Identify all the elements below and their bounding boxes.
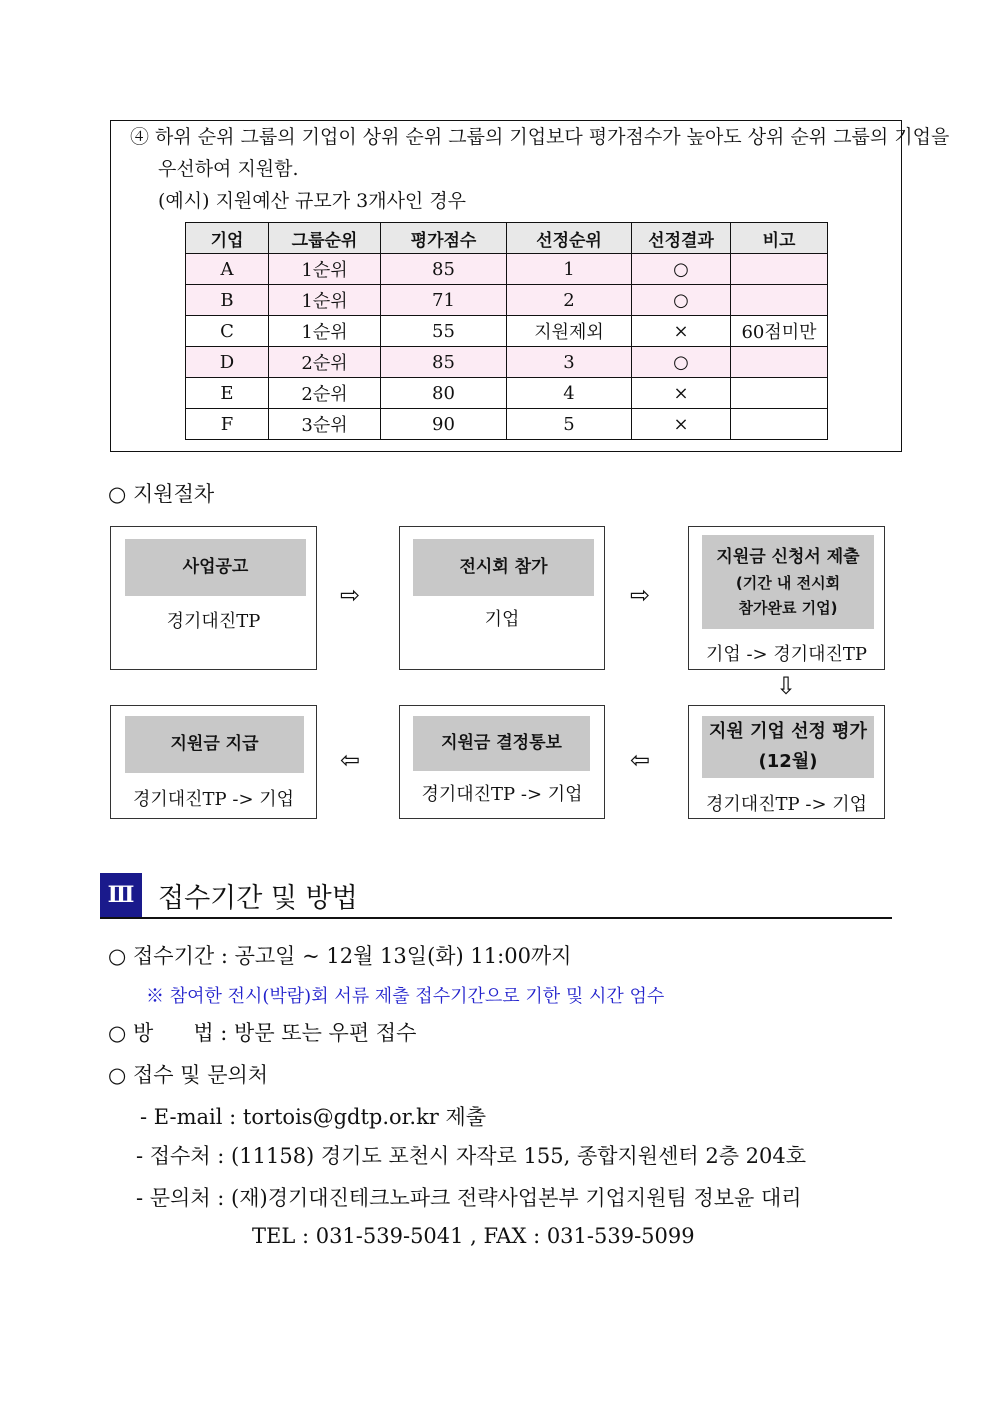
- table-header-row: [186, 223, 828, 254]
- flow-step-title: 지원금 신청서 제출 (기간 내 전시회 참가완료 기업): [702, 535, 874, 629]
- table-cell: [731, 378, 828, 409]
- table-cell: ×: [632, 378, 731, 409]
- email-line: - E-mail : tortois@gdtp.or.kr 제출: [140, 1105, 487, 1129]
- flow-step-title: 전시회 참가: [413, 539, 594, 596]
- section-title: 접수기간 및 방법: [158, 883, 358, 914]
- arrow-left-icon: ⇦: [340, 746, 361, 774]
- table-cell: 60점미만: [731, 316, 828, 347]
- table-header: 그룹순위: [269, 223, 381, 254]
- table-cell: ×: [632, 409, 731, 440]
- section-number: Ⅲ: [100, 873, 142, 917]
- table-cell: ×: [632, 316, 731, 347]
- table-header: 평가점수: [381, 223, 507, 254]
- table-cell: 71: [381, 285, 507, 316]
- flow-step-title: 지원금 지급: [125, 716, 304, 773]
- flow-step-1: [110, 526, 317, 670]
- method-line: ○ 방 법 : 방문 또는 우편 접수: [108, 1021, 417, 1045]
- table-cell: ○: [632, 347, 731, 378]
- rule4-line1: ④ 하위 순위 그룹의 기업이 상위 순위 그룹의 기업보다 평가점수가 높아도 상위 순위 그룹의 기업을: [130, 126, 950, 148]
- table-cell: [731, 285, 828, 316]
- table-cell: 2: [507, 285, 632, 316]
- procedure-heading: ○ 지원절차: [108, 482, 215, 506]
- table-cell: 55: [381, 316, 507, 347]
- table-cell: 1: [507, 254, 632, 285]
- flow-step-3: [688, 526, 885, 670]
- section-divider: [100, 917, 892, 919]
- flow-step-title: 지원금 결정통보: [413, 716, 590, 771]
- rule4-line2: 우선하여 지원함.: [158, 158, 299, 180]
- table-cell: 1순위: [269, 316, 381, 347]
- table-cell: 90: [381, 409, 507, 440]
- arrow-right-icon: ⇨: [630, 581, 651, 609]
- period-note: ※ 참여한 전시(박람)회 서류 제출 접수기간으로 기한 및 시간 엄수: [146, 986, 665, 1007]
- table-cell: 2순위: [269, 347, 381, 378]
- flow-step-sub: 경기대진TP -> 기업: [705, 794, 868, 815]
- table-cell: [731, 254, 828, 285]
- table-cell: 지원제외: [507, 316, 632, 347]
- table-cell: 3: [507, 347, 632, 378]
- table-cell: ○: [632, 254, 731, 285]
- table-header: 선정결과: [632, 223, 731, 254]
- table-cell: 4: [507, 378, 632, 409]
- table-cell: [731, 409, 828, 440]
- table-cell: 1순위: [269, 285, 381, 316]
- table-cell: E: [186, 378, 269, 409]
- flow-step-title: 지원 기업 선정 평가 (12월): [702, 716, 874, 778]
- table-cell: A: [186, 254, 269, 285]
- table-cell: ○: [632, 285, 731, 316]
- table-cell: 1순위: [269, 254, 381, 285]
- table-cell: C: [186, 316, 269, 347]
- inquiry-line: - 문의처 : (재)경기대진테크노파크 전략사업본부 기업지원팀 정보윤 대리: [136, 1186, 802, 1210]
- table-cell: 80: [381, 378, 507, 409]
- table-header: 비고: [731, 223, 828, 254]
- arrow-right-icon: ⇨: [340, 581, 361, 609]
- table-cell: [731, 347, 828, 378]
- table-header: 선정순위: [507, 223, 632, 254]
- flow-step-sub: 경기대진TP: [166, 611, 261, 632]
- tel-fax-line: TEL : 031-539-5041 , FAX : 031-539-5099: [252, 1224, 695, 1248]
- flow-step-sub: 경기대진TP -> 기업: [132, 789, 295, 810]
- table-cell: B: [186, 285, 269, 316]
- address-line: - 접수처 : (11158) 경기도 포천시 자작로 155, 종합지원센터 2층 204호: [136, 1144, 807, 1168]
- table-row: [186, 347, 828, 378]
- table-row: [186, 378, 828, 409]
- flow-step-2: [399, 526, 605, 670]
- arrow-down-icon: ⇩: [776, 672, 797, 700]
- contact-heading: ○ 접수 및 문의처: [108, 1063, 269, 1087]
- period-line: ○ 접수기간 : 공고일 ~ 12월 13일(화) 11:00까지: [108, 944, 572, 968]
- flow-step-title: 사업공고: [125, 539, 306, 596]
- flow-step-6: [110, 705, 317, 819]
- table-cell: D: [186, 347, 269, 378]
- table-cell: F: [186, 409, 269, 440]
- rule4-example: (예시) 지원예산 규모가 3개사인 경우: [158, 190, 467, 212]
- table-header: 기업: [186, 223, 269, 254]
- table-row: [186, 316, 828, 347]
- flow-step-sub: 기업 -> 경기대진TP: [705, 644, 868, 665]
- table-cell: 85: [381, 254, 507, 285]
- flow-step-sub: 기업: [484, 609, 520, 630]
- table-cell: 5: [507, 409, 632, 440]
- table-row: [186, 285, 828, 316]
- table-cell: 3순위: [269, 409, 381, 440]
- flow-step-sub: 경기대진TP -> 기업: [421, 784, 583, 805]
- table-cell: 85: [381, 347, 507, 378]
- flow-step-4: [688, 705, 885, 819]
- example-table: [185, 222, 828, 440]
- arrow-left-icon: ⇦: [630, 746, 651, 774]
- flow-step-5: [399, 705, 605, 819]
- table-cell: 2순위: [269, 378, 381, 409]
- table-row: [186, 254, 828, 285]
- table-row: [186, 409, 828, 440]
